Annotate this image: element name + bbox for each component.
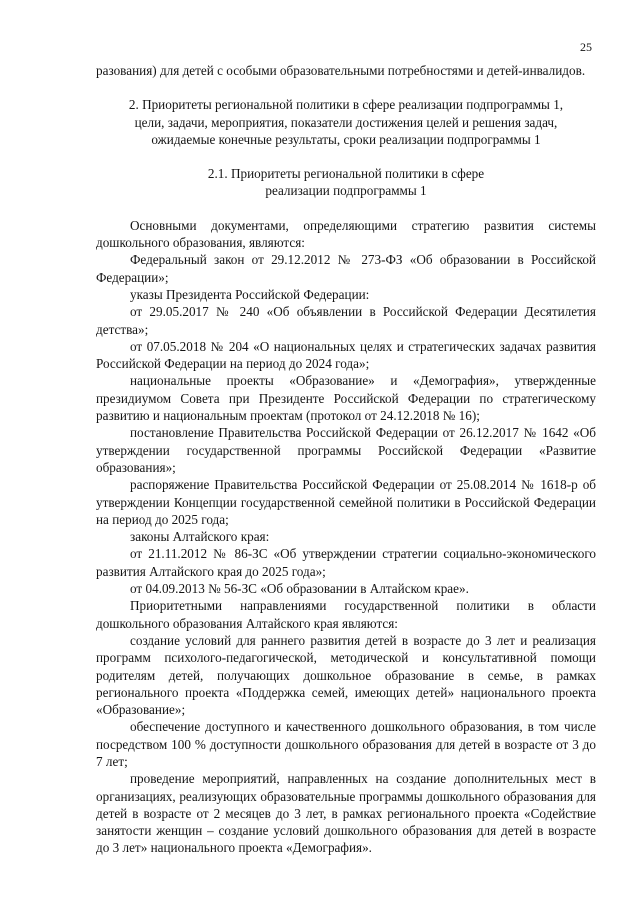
paragraph: постановление Правительства Российской Федерации от 26.12.2017 № 1642 «Об утверждении государственной программы Российской Федерации «Развитие образования»; [96, 425, 596, 475]
section-heading-line: цели, задачи, мероприятия, показатели достижения целей и решения задач, [134, 114, 558, 130]
paragraph: распоряжение Правительства Российской Федерации от 25.08.2014 № 1618-р об утверждении Концепции государственной семейной политики в Российской Федерации на период до 2025 года; [96, 477, 596, 527]
section-heading-line: ожидаемые конечные результаты, сроки реализации подпрограммы 1 [151, 131, 541, 147]
page-number: 25 [580, 40, 592, 54]
subsection-heading-line: 2.1. Приоритеты региональной политики в сфере [207, 166, 485, 182]
paragraph: законы Алтайского края: [130, 529, 270, 545]
paragraph: Федеральный закон от 29.12.2012 № 273-ФЗ «Об образовании в Российской Федерации»; [96, 252, 596, 285]
subsection-heading [96, 165, 596, 200]
intro-paragraph: разования) для детей с особыми образовательными потребностями и детей-инвалидов. [96, 63, 586, 78]
paragraph: от 21.11.2012 № 86-ЗС «Об утверждении стратегии социально-экономического развития Алтайского края до 2025 года»; [96, 546, 596, 579]
paragraph: обеспечение доступного и качественного дошкольного образования, в том числе посредством 100 % доступности дошкольного образования для детей в возрасте от 3 до 7 лет; [96, 719, 596, 769]
paragraph: от 07.05.2018 № 204 «О национальных целях и стратегических задачах развития Российской Федерации на период до 2024 года»; [96, 338, 596, 372]
section-heading [96, 96, 596, 148]
document-body [96, 62, 596, 857]
paragraph: национальные проекты «Образование» и «Демография», утвержденные президиумом Совета при Президенте Российской Федерации по стратегическому развитию и национальным проектам (протокол от 24.12.2018 № 16); [96, 373, 596, 424]
paragraph: указы Президента Российской Федерации: [130, 286, 370, 302]
paragraph: от 29.05.2017 № 240 «Об объявлении в Российской Федерации Десятилетия детства»; [96, 304, 596, 337]
subsection-heading-line: реализации подпрограммы 1 [265, 183, 427, 199]
paragraph: от 04.09.2013 № 56-ЗС «Об образовании в Алтайском крае». [130, 581, 469, 597]
paragraph: создание условий для раннего развития детей в возрасте до 3 лет и реализация программ психолого-педагогической, методической и консультативной помощи родителям детей, получающих дошкольное образование в семье, в рамках регионального проекта «Поддержка семей, имеющих детей» национального проекта «Образование»; [96, 632, 596, 718]
paragraph: проведение мероприятий, направленных на создание дополнительных мест в организациях, реализующих образовательные программы дошкольного образования для детей в возрасте от 2 месяцев до 3 лет, в рамках регионального проекта «Содействие занятости женщин – создание условий дошкольного образования для детей в возрасте до 3 лет» национального проекта «Демография». [96, 771, 596, 856]
section-heading-line: 2. Приоритеты региональной политики в сфере реализации подпрограммы 1, [128, 97, 564, 113]
paragraph: Приоритетными направлениями государственной политики в области дошкольного образования Алтайского края являются: [96, 598, 596, 631]
paragraph: Основными документами, определяющими стратегию развития системы дошкольного образования, являются: [96, 217, 596, 251]
